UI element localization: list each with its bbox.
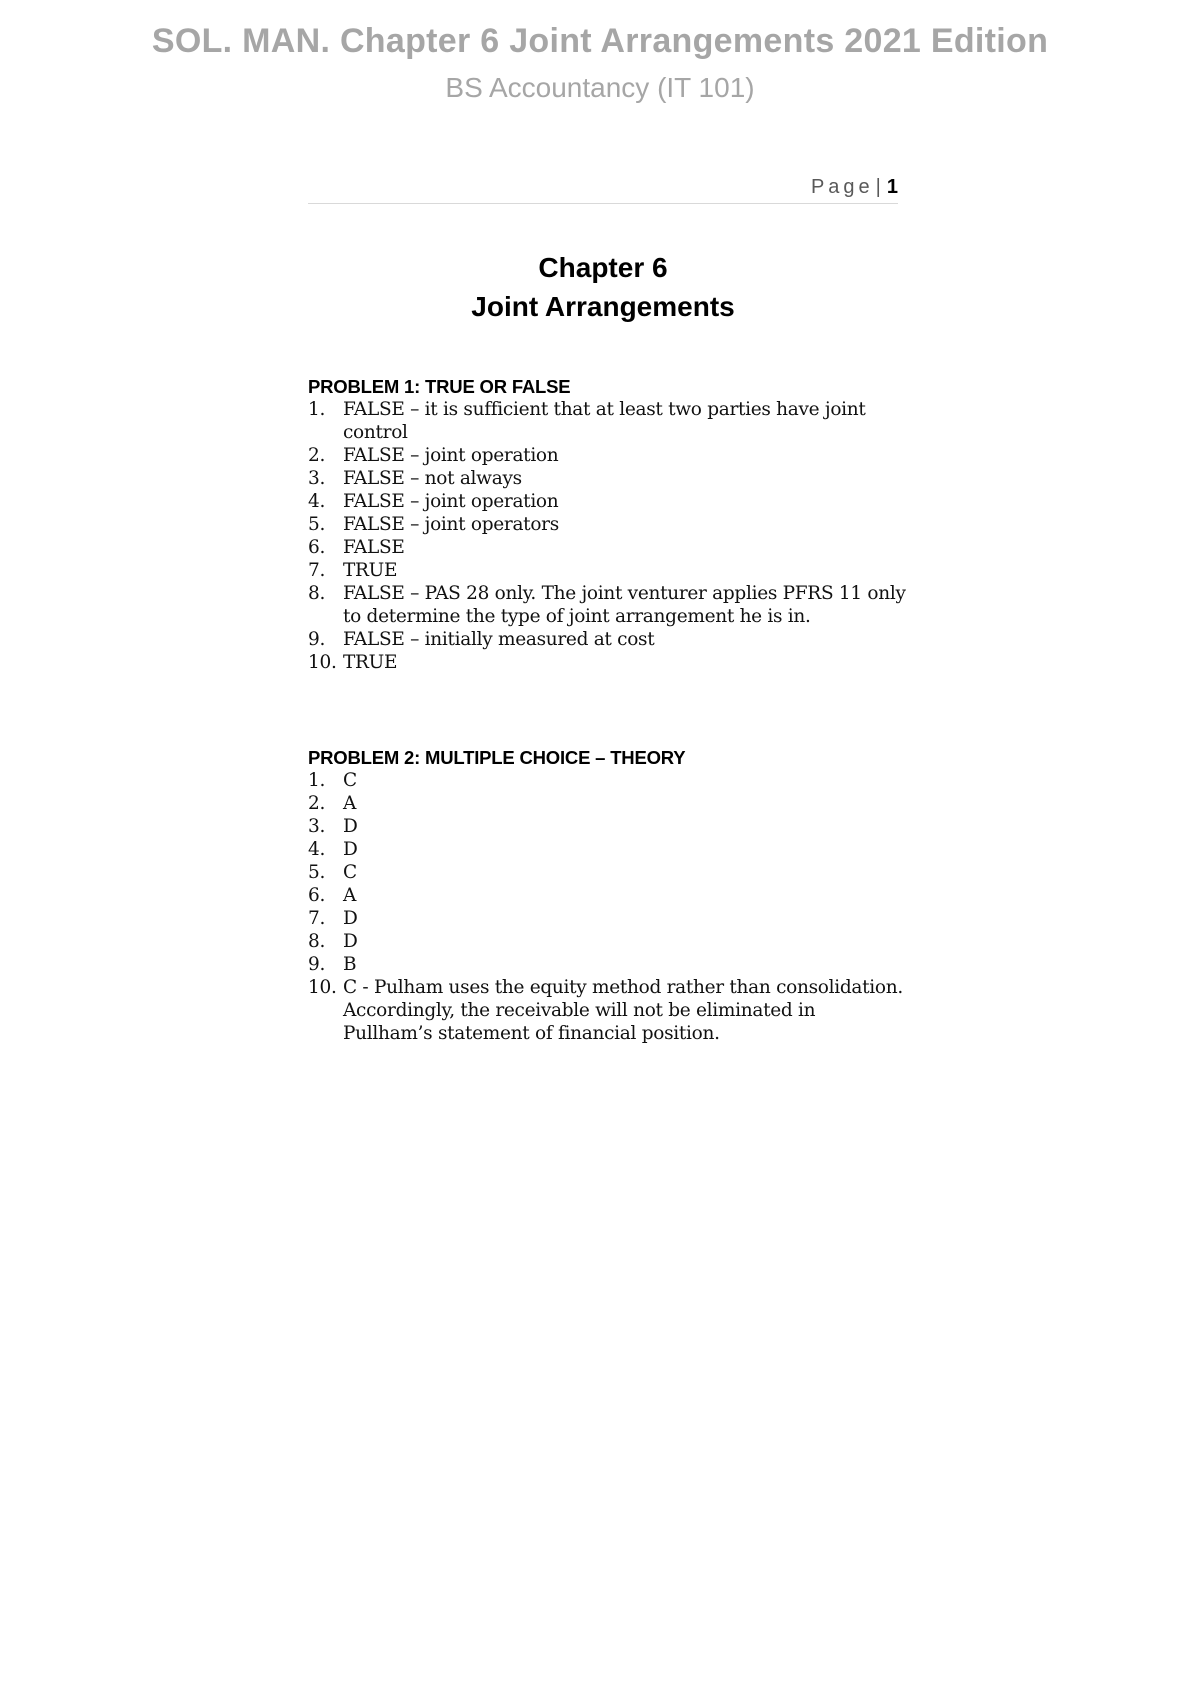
answer-item <box>308 838 908 861</box>
problem-1-heading: PROBLEM 1: TRUE OR FALSE <box>308 376 571 397</box>
answer-item <box>308 976 908 1045</box>
answer-text: A <box>343 885 357 906</box>
answer-item <box>308 907 908 930</box>
answer-number: 3. <box>308 816 326 837</box>
header-divider <box>308 203 898 204</box>
answer-text: D <box>343 816 358 837</box>
answer-item <box>308 559 908 582</box>
answer-text: FALSE – PAS 28 only. The joint venturer applies PFRS 11 only to determine the type of joint arrangement he is in. <box>343 583 906 627</box>
answer-text: C - Pulham uses the equity method rather than consolidation. Accordingly, the receivable will not be eliminated in Pullham’s statement of financial position. <box>343 977 903 1044</box>
problem-2-answer-list <box>308 769 908 1045</box>
answer-number: 3. <box>308 468 326 489</box>
answer-number: 10. <box>308 977 337 998</box>
answer-item <box>308 769 908 792</box>
problem-1-answer-list <box>308 398 908 674</box>
answer-number: 4. <box>308 491 326 512</box>
answer-item <box>308 930 908 953</box>
problem-2-section <box>308 746 908 1045</box>
answer-item <box>308 398 908 444</box>
answer-item <box>308 444 908 467</box>
answer-item <box>308 792 908 815</box>
answer-number: 6. <box>308 537 326 558</box>
answer-number: 7. <box>308 908 326 929</box>
answer-text: FALSE – joint operation <box>343 491 559 512</box>
answer-item <box>308 953 908 976</box>
chapter-heading <box>308 248 898 326</box>
answer-number: 9. <box>308 629 326 650</box>
answer-text: FALSE – it is sufficient that at least two parties have joint control <box>343 399 866 443</box>
problem-2-heading: PROBLEM 2: MULTIPLE CHOICE – THEORY <box>308 747 686 768</box>
answer-text: D <box>343 839 358 860</box>
answer-text: FALSE <box>343 537 405 558</box>
answer-text: B <box>343 954 357 975</box>
chapter-number: Chapter 6 <box>538 252 668 283</box>
answer-number: 5. <box>308 862 326 883</box>
answer-item <box>308 628 908 651</box>
page-number-header <box>308 176 898 199</box>
document-title: SOL. MAN. Chapter 6 Joint Arrangements 2021 Edition <box>151 22 1049 60</box>
answer-text: FALSE – joint operators <box>343 514 559 535</box>
answer-text: TRUE <box>343 652 398 673</box>
answer-item <box>308 884 908 907</box>
answer-text: A <box>343 793 357 814</box>
answer-number: 8. <box>308 931 326 952</box>
page-label: Page <box>810 176 874 198</box>
answer-item <box>308 861 908 884</box>
answer-text: C <box>343 862 357 883</box>
answer-item <box>308 651 908 674</box>
answer-text: D <box>343 908 358 929</box>
chapter-name: Joint Arrangements <box>471 291 735 322</box>
answer-text: FALSE – joint operation <box>343 445 559 466</box>
answer-text: C <box>343 770 357 791</box>
answer-number: 1. <box>308 399 326 420</box>
answer-number: 8. <box>308 583 326 604</box>
problem-1-section <box>308 375 908 674</box>
answer-item <box>308 490 908 513</box>
answer-number: 1. <box>308 770 326 791</box>
answer-number: 4. <box>308 839 326 860</box>
answer-text: FALSE – initially measured at cost <box>343 629 655 650</box>
answer-number: 6. <box>308 885 326 906</box>
answer-item <box>308 467 908 490</box>
answer-text: FALSE – not always <box>343 468 522 489</box>
answer-number: 9. <box>308 954 326 975</box>
document-subtitle: BS Accountancy (IT 101) <box>445 72 755 103</box>
answer-text: D <box>343 931 358 952</box>
answer-number: 2. <box>308 793 326 814</box>
answer-item <box>308 582 908 628</box>
page-number: 1 <box>886 176 898 198</box>
answer-item <box>308 815 908 838</box>
answer-item <box>308 513 908 536</box>
answer-number: 7. <box>308 560 326 581</box>
answer-number: 2. <box>308 445 326 466</box>
page-separator: | <box>875 176 881 198</box>
answer-number: 10. <box>308 652 337 673</box>
answer-text: TRUE <box>343 560 398 581</box>
answer-number: 5. <box>308 514 326 535</box>
answer-item <box>308 536 908 559</box>
